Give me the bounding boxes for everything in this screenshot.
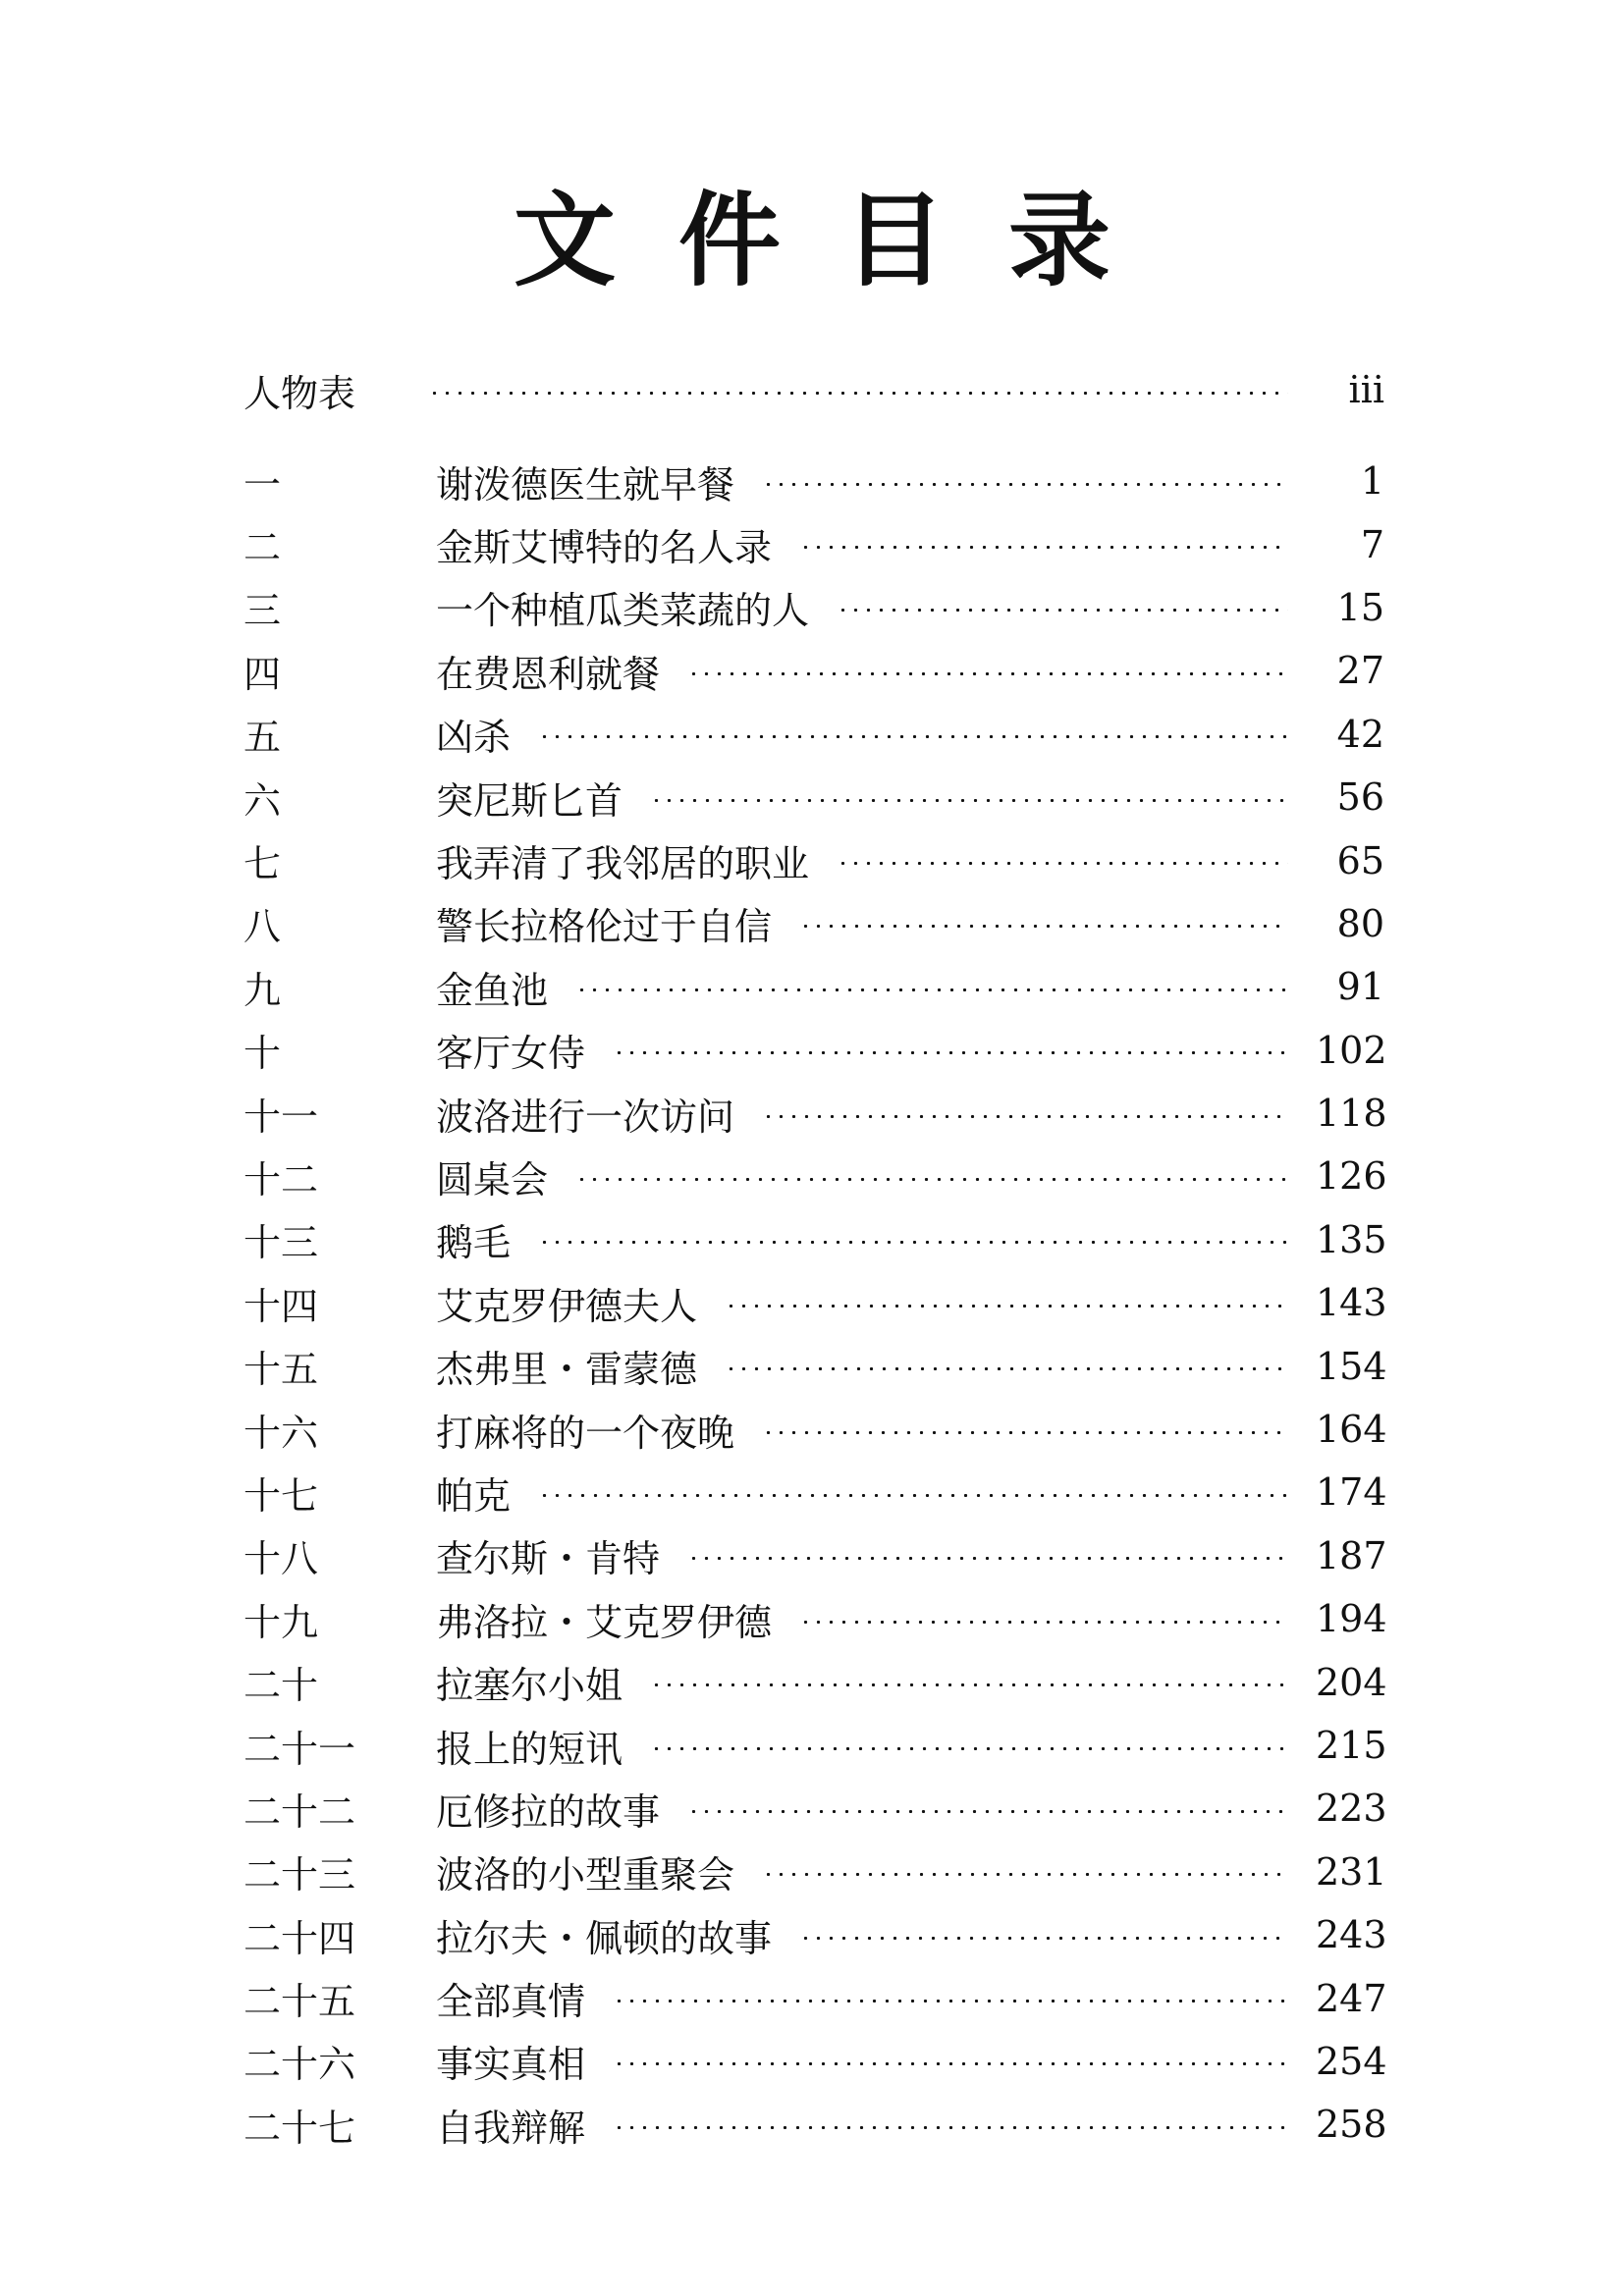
chapter-title: 波洛的小型重聚会 xyxy=(436,1853,735,1897)
chapter-title: 全部真情 xyxy=(436,1980,586,2024)
page-number: 231 xyxy=(1316,1849,1387,1894)
chapter-number: 二十七 xyxy=(244,2106,356,2150)
dot-leader xyxy=(762,1115,1288,1118)
dot-leader xyxy=(538,1494,1288,1497)
dot-leader xyxy=(725,1305,1288,1308)
chapter-number: 十二 xyxy=(244,1157,319,1201)
dot-leader xyxy=(762,1431,1288,1434)
page-number: 56 xyxy=(1336,775,1384,820)
toc-entry[interactable] xyxy=(244,1587,1387,1650)
dot-leader xyxy=(575,1178,1288,1181)
chapter-title: 拉塞尔小姐 xyxy=(436,1664,623,1708)
page-number: 223 xyxy=(1316,1787,1387,1831)
page-number: 247 xyxy=(1316,1976,1387,2020)
dot-leader xyxy=(837,862,1288,865)
toc-entry[interactable] xyxy=(244,1019,1387,1082)
chapter-title: 鹅毛 xyxy=(436,1221,512,1265)
toc-entry[interactable] xyxy=(244,1650,1387,1713)
page-number: 258 xyxy=(1316,2103,1387,2147)
page-number: 254 xyxy=(1316,2039,1387,2083)
chapter-title: 事实真相 xyxy=(436,2043,586,2087)
dot-leader xyxy=(799,1937,1288,1940)
chapter-title: 一个种植瓜类菜蔬的人 xyxy=(436,589,810,633)
dot-leader xyxy=(799,1621,1288,1624)
chapter-title: 金斯艾博特的名人录 xyxy=(436,526,773,570)
preface-page-number: iii xyxy=(1348,368,1384,411)
page-number: 126 xyxy=(1316,1154,1387,1199)
page-title: 文件目录 xyxy=(513,180,1173,300)
chapter-number: 二十一 xyxy=(244,1727,356,1771)
toc-entry[interactable] xyxy=(244,1398,1387,1461)
chapter-number: 五 xyxy=(244,716,282,760)
toc-entry[interactable] xyxy=(244,1461,1387,1523)
chapter-title: 突尼斯匕首 xyxy=(436,778,623,823)
dot-leader xyxy=(575,988,1288,991)
page-number: 15 xyxy=(1336,585,1384,629)
dot-leader xyxy=(687,1557,1288,1560)
chapter-number: 六 xyxy=(244,778,282,823)
chapter-title: 我弄清了我邻居的职业 xyxy=(436,842,810,886)
chapter-number: 二十四 xyxy=(244,1916,356,1960)
page-number: 118 xyxy=(1316,1092,1387,1136)
toc-entry[interactable] xyxy=(244,1841,1387,1903)
toc-entry[interactable] xyxy=(244,1082,1387,1145)
toc-entry[interactable] xyxy=(244,1524,1387,1587)
page-number: 65 xyxy=(1336,838,1384,882)
dot-leader xyxy=(799,925,1288,928)
dot-leader xyxy=(613,2126,1288,2129)
chapter-title: 拉尔夫・佩顿的故事 xyxy=(436,1916,773,1960)
page-number: 143 xyxy=(1316,1281,1387,1325)
chapter-title: 帕克 xyxy=(436,1473,512,1518)
page-number: 1 xyxy=(1360,459,1384,504)
page-number: 243 xyxy=(1316,1913,1387,1957)
dot-leader xyxy=(538,735,1288,738)
chapter-number: 十 xyxy=(244,1032,282,1076)
page-number: 135 xyxy=(1316,1217,1387,1261)
page-number: 7 xyxy=(1360,522,1384,566)
table-of-contents xyxy=(244,450,1387,2157)
chapter-number: 九 xyxy=(244,968,282,1012)
toc-entry[interactable] xyxy=(244,955,1384,1018)
chapter-title: 弗洛拉・艾克罗伊德 xyxy=(436,1600,773,1644)
chapter-number: 十四 xyxy=(244,1284,319,1328)
page-number: 164 xyxy=(1316,1408,1387,1452)
chapter-title: 查尔斯・肯特 xyxy=(436,1537,661,1581)
chapter-number: 十一 xyxy=(244,1095,319,1139)
chapter-title: 金鱼池 xyxy=(436,968,549,1012)
toc-entry[interactable] xyxy=(244,2030,1387,2093)
dot-leader xyxy=(613,2062,1288,2065)
chapter-title: 在费恩利就餐 xyxy=(436,652,661,696)
page-number: 91 xyxy=(1336,965,1384,1009)
chapter-number: 一 xyxy=(244,462,282,507)
chapter-number: 七 xyxy=(244,842,282,886)
chapter-number: 八 xyxy=(244,905,282,949)
chapter-title: 打麻将的一个夜晚 xyxy=(436,1411,735,1455)
page-number: 42 xyxy=(1336,712,1384,756)
chapter-number: 十五 xyxy=(244,1348,319,1392)
page-number: 154 xyxy=(1316,1344,1387,1388)
toc-entry[interactable] xyxy=(244,1714,1387,1777)
dot-leader xyxy=(613,1051,1288,1054)
toc-entry[interactable] xyxy=(244,892,1384,955)
toc-entry[interactable] xyxy=(244,512,1384,575)
chapter-number: 二十 xyxy=(244,1664,319,1708)
chapter-number: 二十五 xyxy=(244,1980,356,2024)
toc-entry[interactable] xyxy=(244,1777,1387,1840)
chapter-title: 凶杀 xyxy=(436,716,512,760)
page-number: 174 xyxy=(1316,1470,1387,1515)
page-number: 102 xyxy=(1316,1028,1387,1072)
chapter-number: 十六 xyxy=(244,1411,319,1455)
toc-entry[interactable] xyxy=(244,766,1384,828)
toc-entry[interactable] xyxy=(244,2093,1387,2156)
toc-entry[interactable] xyxy=(244,576,1384,639)
dot-leader xyxy=(613,2000,1288,2002)
toc-entry[interactable] xyxy=(244,828,1384,891)
dot-leader xyxy=(650,1683,1288,1686)
dot-leader xyxy=(428,392,1288,395)
page-number: 80 xyxy=(1336,901,1384,945)
chapter-title: 客厅女侍 xyxy=(436,1032,586,1076)
chapter-number: 十七 xyxy=(244,1473,319,1518)
chapter-number: 二十三 xyxy=(244,1853,356,1897)
page-number: 194 xyxy=(1316,1597,1387,1641)
chapter-title: 杰弗里・雷蒙德 xyxy=(436,1348,698,1392)
toc-entry[interactable] xyxy=(244,1271,1387,1334)
chapter-number: 二十六 xyxy=(244,2043,356,2087)
chapter-number: 十八 xyxy=(244,1537,319,1581)
chapter-number: 三 xyxy=(244,589,282,633)
dot-leader xyxy=(725,1367,1288,1370)
toc-entry[interactable] xyxy=(244,1903,1387,1966)
dot-leader xyxy=(762,483,1288,486)
chapter-title: 厄修拉的故事 xyxy=(436,1789,661,1834)
page-number: 27 xyxy=(1336,649,1384,693)
chapter-title: 艾克罗伊德夫人 xyxy=(436,1284,698,1328)
chapter-number: 十九 xyxy=(244,1600,319,1644)
toc-entry[interactable] xyxy=(244,1208,1387,1271)
dot-leader xyxy=(650,799,1288,802)
chapter-number: 二十二 xyxy=(244,1789,356,1834)
toc-entry[interactable] xyxy=(244,1966,1387,2029)
chapter-title: 圆桌会 xyxy=(436,1157,549,1201)
page-number: 215 xyxy=(1316,1724,1387,1767)
preface-label: 人物表 xyxy=(244,371,356,415)
toc-entry[interactable] xyxy=(244,450,1384,512)
toc-entry[interactable] xyxy=(244,1334,1387,1397)
chapter-title: 报上的短讯 xyxy=(436,1727,623,1771)
dot-leader xyxy=(687,1810,1288,1813)
page-number: 187 xyxy=(1316,1533,1387,1577)
chapter-number: 二 xyxy=(244,526,282,570)
chapter-title: 自我辩解 xyxy=(436,2106,586,2150)
dot-leader xyxy=(687,672,1288,675)
dot-leader xyxy=(538,1241,1288,1244)
chapter-title: 波洛进行一次访问 xyxy=(436,1095,735,1139)
toc-entry[interactable] xyxy=(244,639,1384,702)
toc-entry[interactable] xyxy=(244,703,1384,766)
toc-preface-row[interactable] xyxy=(244,358,1384,421)
toc-entry[interactable] xyxy=(244,1145,1387,1207)
dot-leader xyxy=(799,546,1288,549)
dot-leader xyxy=(762,1873,1288,1876)
dot-leader xyxy=(650,1747,1288,1750)
chapter-number: 十三 xyxy=(244,1221,319,1265)
page-number: 204 xyxy=(1316,1660,1387,1704)
chapter-title: 警长拉格伦过于自信 xyxy=(436,905,773,949)
dot-leader xyxy=(837,609,1288,612)
chapter-number: 四 xyxy=(244,652,282,696)
chapter-title: 谢泼德医生就早餐 xyxy=(436,462,735,507)
